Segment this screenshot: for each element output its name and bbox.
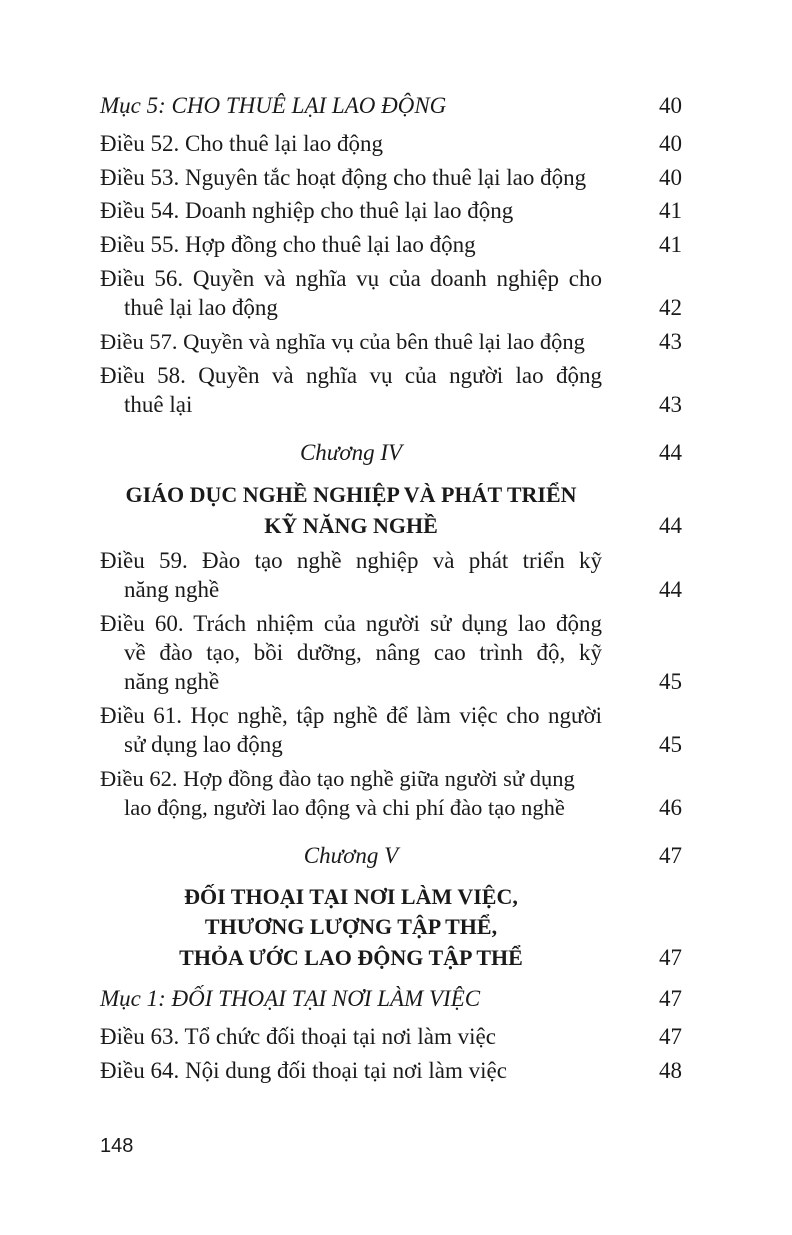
toc-page-number: 40 (659, 131, 682, 156)
toc-entry-dieu-56-line1: Điều 56. Quyền và nghĩa vụ của doanh nghiệp cho (100, 266, 602, 291)
toc-page-number: 44 (659, 440, 682, 465)
toc-entry-dieu-59-line2: năng nghề (124, 577, 220, 602)
toc-page-number: 42 (659, 295, 682, 320)
toc-page-number: 47 (659, 843, 682, 868)
toc-page-number: 44 (659, 513, 682, 538)
toc-entry-dieu-58-line2: thuê lại (124, 392, 193, 417)
toc-entry-dieu-62-line2: lao động, người lao động và chi phí đào tạo nghề (124, 795, 565, 820)
toc-page-number: 43 (659, 329, 682, 354)
toc-page-number: 45 (659, 669, 682, 694)
toc-page-number: 41 (659, 232, 682, 257)
section-heading-muc1: Mục 1: ĐỐI THOẠI TẠI NƠI LÀM VIỆC (100, 986, 481, 1011)
toc-entry-dieu-52: Điều 52. Cho thuê lại lao động (100, 131, 383, 156)
chapter-label-iv: Chương IV (299, 440, 403, 465)
toc-entry-dieu-60-line1: Điều 60. Trách nhiệm của người sử dụng lao động (100, 611, 602, 636)
toc-page-number: 47 (659, 1024, 682, 1049)
toc-page-number: 45 (659, 732, 682, 757)
chapter-title-v-line1: ĐỐI THOẠI TẠI NƠI LÀM VIỆC, (184, 884, 518, 909)
toc-entry-dieu-61-line1: Điều 61. Học nghề, tập nghề để làm việc cho người (100, 703, 602, 728)
toc-entry-dieu-54: Điều 54. Doanh nghiệp cho thuê lại lao động (100, 198, 514, 223)
chapter-title-iv-line2: KỸ NĂNG NGHỀ (264, 513, 438, 538)
chapter-label-v: Chương V (303, 843, 399, 868)
toc-entry-dieu-64: Điều 64. Nội dung đối thoại tại nơi làm việc (100, 1058, 507, 1083)
toc-entry-dieu-56-line2: thuê lại lao động (124, 295, 278, 320)
toc-page-number: 41 (659, 198, 682, 223)
toc-entry-dieu-61-line2: sử dụng lao động (124, 732, 283, 757)
toc-entry-dieu-62-line1: Điều 62. Hợp đồng đào tạo nghề giữa người sử dụng (100, 766, 575, 791)
toc-entry-dieu-55: Điều 55. Hợp đồng cho thuê lại lao động (100, 232, 476, 257)
chapter-title-v-line3: THỎA ƯỚC LAO ĐỘNG TẬP THỂ (179, 945, 523, 970)
section-heading-muc5: Mục 5: CHO THUÊ LẠI LAO ĐỘNG (100, 93, 447, 118)
chapter-title-iv-line1: GIÁO DỤC NGHỀ NGHIỆP VÀ PHÁT TRIỂN (125, 482, 577, 507)
toc-entry-dieu-60-line3: năng nghề (124, 669, 220, 694)
page-number: 148 (100, 1135, 134, 1157)
toc-entry-dieu-57: Điều 57. Quyền và nghĩa vụ của bên thuê lại lao động (100, 329, 585, 354)
toc-page-number: 44 (659, 577, 682, 602)
toc-page-number: 48 (659, 1058, 682, 1083)
toc-entry-dieu-53: Điều 53. Nguyên tắc hoạt động cho thuê lại lao động (100, 165, 587, 190)
toc-entry-dieu-63: Điều 63. Tổ chức đối thoại tại nơi làm việc (100, 1024, 496, 1049)
toc-page-number: 46 (659, 795, 682, 820)
toc-entry-dieu-58-line1: Điều 58. Quyền và nghĩa vụ của người lao động (100, 363, 602, 388)
toc-page-number: 40 (659, 165, 682, 190)
toc-entry-dieu-60-line2: về đào tạo, bồi dưỡng, nâng cao trình độ, kỹ (124, 640, 602, 665)
chapter-title-v-line2: THƯƠNG LƯỢNG TẬP THỂ, (204, 914, 498, 939)
toc-page-number: 47 (659, 945, 682, 970)
toc-page-number: 47 (659, 986, 682, 1011)
toc-page-number: 43 (659, 392, 682, 417)
toc-entry-dieu-59-line1: Điều 59. Đào tạo nghề nghiệp và phát triển kỹ (100, 548, 602, 573)
toc-page-number: 40 (659, 93, 682, 118)
